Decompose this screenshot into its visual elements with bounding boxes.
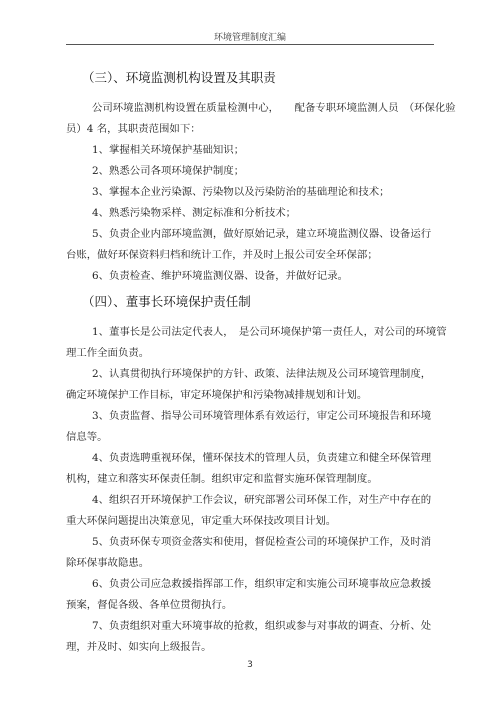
section-3-body <box>66 98 456 287</box>
header-rule <box>66 44 434 45</box>
list-item-continuation: 重大环保问题提出决策意见，审定重大环保技改项目计划。 <box>66 515 337 527</box>
list-item: 6、负责检查、维护环境监测仪器、设备，并做好记录。 <box>92 270 348 282</box>
list-item: 4、熟悉污染物采样、测定标准和分析技术； <box>92 207 297 219</box>
list-item: 5、负责企业内部环境监测，做好原始记录，建立环境监测仪器、设备运行 <box>92 228 432 240</box>
list-item: 4、负责选聘重视环保，懂环保技术的管理人员，负责建立和健全环保管理 <box>92 452 432 464</box>
page-number: 3 <box>247 660 253 670</box>
list-item: 3、掌握本企业污染源、污染物以及污染防治的基础理论和技术； <box>92 186 390 198</box>
running-header: 环境管理制度汇编 <box>213 33 286 43</box>
list-item-continuation: 理，并及时、如实向上级报告。 <box>66 641 212 653</box>
list-item: 2、熟悉公司各项环境保护制度； <box>92 165 245 177</box>
list-item-continuation: 预案，督促各级、各单位贯彻执行。 <box>66 599 233 611</box>
list-item: 4、组织召开环境保护工作会议，研究部署公司环保工作，对生产中存在的 <box>92 494 432 506</box>
list-item-continuation: 确定环境保护工作目标，审定环境保护和污染物减排规划和计划。 <box>66 389 368 401</box>
list-item-continuation: 机构，建立和落实环保责任制。组织审定和监督实施环保管理制度。 <box>66 473 378 485</box>
intro-line: 员）4 名，其职责范围如下： <box>66 123 201 135</box>
list-item: 3、负责监督、指导公司环境管理体系有效运行，审定公司环境报告和环境 <box>92 410 432 422</box>
list-item-continuation: 除环保事故隐患。 <box>66 557 150 569</box>
section-4-body <box>66 322 447 658</box>
section-heading-3: （三）、环境监测机构设置及其职责 <box>82 70 276 85</box>
list-item: 1、掌握相关环境保护基础知识； <box>92 144 245 156</box>
intro-line: 公司环境监测机构设置在质量检测中心， 配备专职环境监测人员 （环保化验 <box>92 102 456 114</box>
list-item-continuation: 理工作全面负责。 <box>66 347 150 359</box>
list-item: 6、负责公司应急救援指挥部工作，组织审定和实施公司环境事故应急救援 <box>92 578 432 590</box>
list-item: 1、董事长是公司法定代表人， 是公司环境保护第一责任人，对公司的环境管 <box>92 326 447 338</box>
list-item: 5、负责环保专项资金落实和使用，督促检查公司的环境保护工作，及时消 <box>92 536 432 548</box>
list-item: 7、负责组织对重大环境事故的抢救，组织或参与对事故的调查、分析、处 <box>92 620 432 632</box>
list-item-continuation: 台账，做好环保资料归档和统计工作，并及时上报公司安全环保部； <box>66 249 378 261</box>
section-heading-4: （四）、董事长环境保护责任制 <box>82 294 251 309</box>
list-item-continuation: 信息等。 <box>66 431 108 443</box>
list-item: 2、认真贯彻执行环境保护的方针、政策、法律法规及公司环境管理制度， <box>92 368 432 380</box>
